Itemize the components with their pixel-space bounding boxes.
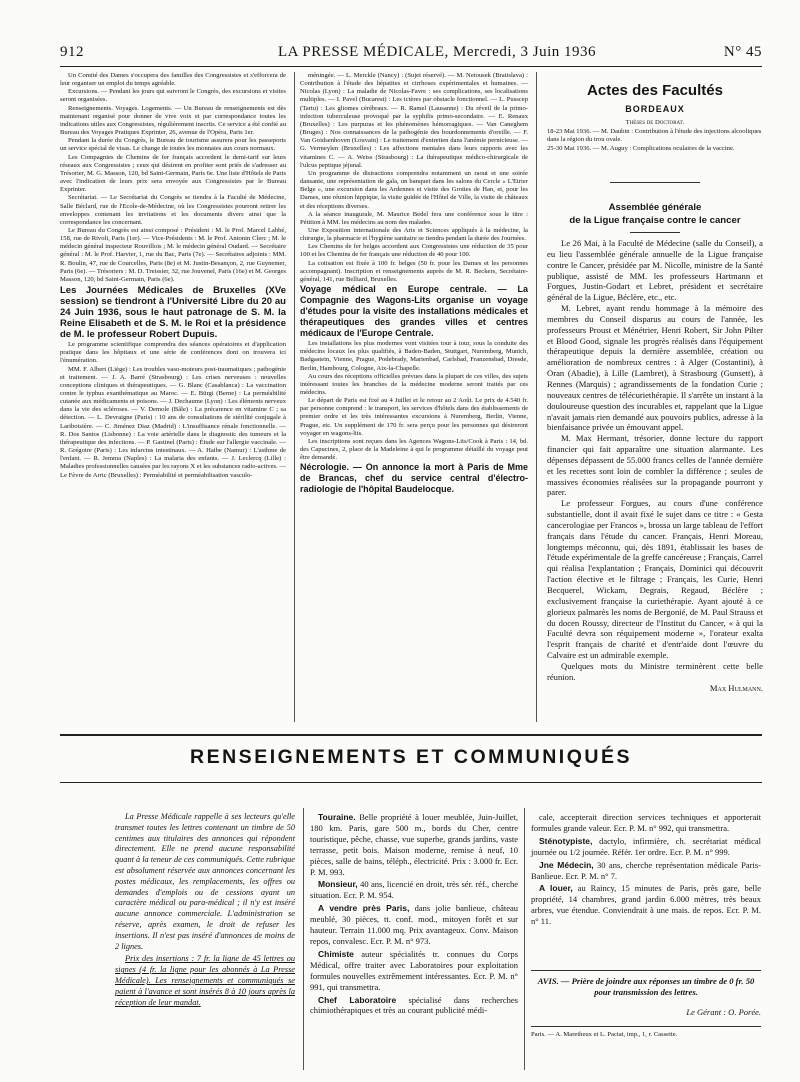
signature: Max Hulmann. [709,682,763,693]
paragraph: Les inscriptions sont reçues dans les Agences Wagons-Lits/Cook à Paris : 14, bd. des Capucines, 2, place de la Madeleine à qui le programme détaillé du voyage peut être demandé. [300,437,528,462]
facultes-title: Actes des Facultés [587,82,723,99]
paragraph: Le Bureau du Congrès est ainsi composé : Président : M. le Prof. Marcel Labbé, 158, rue de Rivoli, Paris (1er). — Vice-Présidents : M. le Prof. Antonin Clerc ; M. le médecin général inspecteur Rouvillois ; M. le médecin général Oudard. — Secrétaire général : M. le Prof. Harvier, 1, rue du Bac, Paris (7e). — Secrétaires adjoints : MM. R. Boulin, 47, rue de Courcelles, Paris (8e) et M. Justin-Besançon, 2, rue Guynemer, Paris (6e). — Trésoriers : M. D. Treissier, 32, rue Jouvenel, Paris (16e) et M. Georges Masson, 120, bd Saint-Germain, Paris (6e). [60,226,286,283]
ad-text: 30 ans, cherche représentation médicale Paris-Banlieue. Ecr. P. M. n° 7. [531,859,761,881]
paragraph: A la séance inaugurale, M. Maurice Bedel fera une conférence sous le titre : Pétition à MM. les médecins au nom des malades. [300,210,528,226]
notice-intro [115,812,295,1010]
avis-rule [531,970,761,971]
avis-notice: AVIS. — Prière de joindre aux réponses un timbre de 0 fr. 50 pour transmission des lettres. [537,976,755,997]
section-separator [630,232,680,233]
ads-column-2 [531,812,761,929]
brussels-heading: Les Journées Médicales de Bruxelles (XVe session) se tiendront à l'Université Libre du 20 au 24 Juin 1936, sous le haut patronage de S. M. la Reine Elisabeth et de S. M. le Roi et la présidence de M. le professeur Robert Dupuis. [60,285,286,341]
issue-number: N° 45 [723,44,762,60]
ad-item [310,949,518,993]
paragraph: Excursions. — Pendant les jours qui suivront le Congrès, des excursions et visites seront organisées. [60,88,286,104]
voyage-heading: Voyage médical en Europe centrale. — La Compagnie des Wagons-Lits organise un voyage d'études pour la visite des installations médicales et thérapeutiques des grandes villes et centres médicaux de l'Europe Centrale. [300,284,528,339]
ad-lead: Sténotypiste, [539,835,593,846]
column-divider [294,72,295,722]
ad-item [310,903,518,947]
paragraph: M. Max Hermant, trésorier, donne lecture du rapport financier qui fait apparaître une situation alarmante. Les dépenses dépassent de 55.000 francs celles de l'année dernière et les recettes sont loin de combler la différence ; seules de massives économies réalisées sur la propagande pourront y parer. [547,433,763,498]
ad-item [531,860,761,882]
ad-text: dans jolie banlieue, château meublé, 30 pièces, tt. conf. mod., mitoyen forêt et sur hauteur. Terrain 11.000 mq. Prix avantageux. Conv. Maison repos, convalesc. Ecr. P. M. n° 973. [310,903,518,946]
section-title: RENSEIGNEMENTS ET COMMUNIQUÉS [190,746,632,768]
footer-rule [531,1026,761,1027]
paragraph: Le départ de Paris est fixé au 4 Juillet et le retour au 2 Août. Le prix de 4.540 fr. par personne comprend : le transport, les services d'hôtels dans des établissements de premier ordre et les très intéressantes excursions à Nuremberg, Berlin, Vienne, Prague, etc. Un supplément de 170 fr. sera perçu pour les personnes qui désireront voyager en wagons-lits. [300,397,528,437]
ad-text: spécialisé dans recherches chimiothérapiques et très au courant publicité médi- [310,994,518,1016]
paragraph: Renseignements. Voyages. Logements. — Un Bureau de renseignements est dès maintenant organisé pour donner de vive voix et par correspondance toutes les indications utiles aux Congressistes, régulièrement inscrits. Ce service a été confié au Bureau des Voyages Pratiques Exprinter, 26, avenue de l'Opéra, Paris 1er. [60,104,286,137]
printer-line: Paris. — A. Maretheux et L. Pactat, imp., 1, r. Cassette. [531,1031,678,1038]
ad-lead: A louer, [539,883,573,894]
ad-lead: Chimiste [318,948,354,959]
paragraph: Le professeur Forgues, au cours d'une conférence substantielle, dont il avait fixé le sujet dans ce titre : « Gesta cancerologiae per Francos », brossa un large tableau de l'effort français dans l'étude du cancer. Français, Henri Moreau, longtemps méconnu, qui, dès 1891, établissait les bases de l'étude expérimentale de la greffe cancéreuse ; Français, Carrel qui réalisa l'explantation ; Français, Dominici qui découvrit l'action élective et le filtrage ; Français, les Curie, Henri Becquerel, Wickam, Degrais, Regaud, Béclère ; exclusivement française la curiethérapie. Ayant ajouté à ce glorieux palmarès les noms de Bergonié, de M. Paul Strauss et du docen Roussy, directeur de l'Institut du Cancer, « à qui la Faculté devra son réquipement moderne », l'orateur exalta l'esprit français de charité et d'entr'aide dont l'œuvre du Calvaire est un admirable exemple. [547,498,763,661]
ad-lead: A vendre près Paris, [318,903,410,914]
paragraph: Le programme scientifique comprendra des séances opératoires et d'application pratique dans les hôpitaux et une série de conférences dont on trouvera ici l'énumération. [60,341,286,365]
section-rule [60,782,762,783]
necrologie-heading: Nécrologie. — On annonce la mort à Paris de Mme de Brancas, chef du service central d'électro-radiologie de l'hôpital Baudelocque. [300,462,528,495]
header-rule [60,66,762,67]
ad-item [531,836,761,858]
these-entry: 25-30 Mai 1936. — M. Auguy : Complications oculaires de la vaccine. [547,145,735,152]
ad-lead: Monsieur, [318,879,358,890]
paragraph: Quelques mots du Ministre terminèrent cette belle réunion. [547,660,763,682]
assembly-body [547,238,763,718]
paragraph: Un programme de distractions comprendra notamment un raout et une soirée dansante, une représentation de gala, un banquet dans les salons du Cercle « L'Etrier Belge », une excursion dans les Ardennes et visite des Grottes de Han, et, pour les Dames, une réunion hippique, la visite guidée de l'Hôtel de Ville, la visite de châteaux et des réceptions diverses. [300,169,528,210]
ad-lead: Chef Laboratoire [318,994,397,1005]
paragraph: Les Chemins de fer belges accordent aux Congressistes une réduction de 35 pour 100 et les Chemins de fer français une réduction de 40 pour 100. [300,243,528,259]
assembly-title-line: Assemblée générale [608,202,702,213]
ad-text: au Raincy, 15 minutes de Paris, près gare, belle propriété, 14 chambres, grand jardin 6.000 mètres, très beaux arbres, vue étendue. Conviendrait à une mais. de repos. Ecr. P. M. n° 11. [531,883,762,927]
paragraph: Une Exposition internationale des Arts et Sciences appliqués à la médecine, la chirurgie, la pharmacie et l'hygiène sanitaire se tiendra pendant la durée des Journées. [300,226,528,243]
column-1 [60,72,286,728]
these-entry: 18-23 Mai 1936. — M. Daubin : Contribution à l'étude des injections alcooliques dans la région du trou ovale. [547,128,762,143]
ad-item [310,995,518,1017]
ad-text: cale, accepterait direction services techniques et apporterait formules grande valeur. Ecr. P. M. n° 992, qui transmettra. [531,812,761,833]
ad-item [531,883,761,927]
notice-paragraph: La Presse Médicale rappelle à ses lecteurs qu'elle transmet toutes les lettres contenant un timbre de 50 centimes aux titulaires des annonces qui répondent directement. Elle ne prend aucune responsabilité quant à la teneur de ces communiqués. Cette rubrique est absolument réservée aux annonces concernant les postes médicaux, les remplacements, les offres ou demandes d'emplois ou de cessions ayant un caractère médical ou para-médical ; il n'y est inséré aucune annonce commerciale. L'administration se réserve, après examen, le droit de refuser les insertions. Il n'est pas inséré d'annonces de moins de 2 lignes. [115,812,295,951]
paragraph: Secrétariat. — Le Secrétariat du Congrès se tiendra à la Faculté de Médecine, Salle Béclard, rue de l'Ecole-de-Médecine, où les Congressistes pourront retirer les enveloppes contenant les invitations et les documents divers ainsi que la correspondance les concernant. [60,194,286,226]
paragraph: Les installations les plus modernes vont visitées tour à tour, sous la conduite des médecins locaux les plus qualifiés, à Baden-Baden, Stuttgart, Nuremberg, Munich, Badgastein, Vienne, Prague, Podebrady, Marienbad, Carlsbad, Franzensbad, Dresde, Berlin, Hambourg, Cologne, Aix-la-Chapelle. [300,340,528,372]
paragraph: M. Lebret, ayant rendu hommage à la mémoire des membres du Conseil disparus au cours de l'année, les professeurs Proust et Ménétrier, Henri Robert, Sir John Pilter et Blood Good, signale les progrès réalisés dans l'équipement thérapeutique depuis la dernière assemblée, création ou amélioration de nombreux centres : à Alger (Costantini), à Oran (Abadie), à Lille (Lambret), à Strasbourg (Gunsett), à Rennes (Marquis) ; agrandissements de la fondation Curie ; nouveaux centres de télécuriethérapie. Il s'arrête un instant à la douloureuse question des incurables et, rappelant que la Ligue n'avait jamais rien demandé aux pouvoirs publics, adresse à la bienfaisance privée un émouvant appel. [547,303,763,433]
paragraph: MM. F. Albert (Liège) : Les troubles vaso-moteurs post-traumatiques ; pathogénie et traitement. — J. A. Barré (Strasbourg) : Les crises nerveuses : nouvelles conceptions cliniques et thérapeutiques. — G. Blanc (Casablanca) : La vaccination contre le typhus exanthématique au Maroc. — E. Bürgi (Berne) : La perméabilité cutanée aux médicaments et poisons. — J. Dechaume (Lyon) : Les éléments nerveux dans la vie des scléroses. — V. Demole (Bâle) : La précarence en vitamine C ; sa détection. — L. Devraigne (Paris) : 10 ans de consultations de stérilité conjugale à Lariboisière. — C. Jiménez Diaz (Madrid) : L'insuffisance rénale fonctionnelle. — R. Dos Santos (Lisbonne) : La voie artérielle dans le diagnostic des tumeurs et la thérapeutique des infections. — P. Gastinel (Paris) : Étude sur l'allergie vaccinale. — R. Grégoire (Paris) : Les infarctus intestinaux. — A. Haibe (Namur) : L'asthme de l'enfant. — R. Jemma (Naples) : La malaria des enfants. — J. Leclercq (Lille) : Maladies professionnelles causées par les rayons X et les substances radio-actives. — Le Fèvre de Arric (Bruxelles) : Perméabilité et perméabilisation vasculo- [60,365,286,479]
ad-text: 40 ans, licencié en droit, très sér. réf., cherche situation. Ecr. P. M. 954. [310,879,518,901]
prices-paragraph: Prix des insertions : 7 fr. la ligne de 45 lettres ou signes (4 fr. la ligne pour les abonnés à La Presse Médicale). Les renseignements et communiqués se paient à l'avance et sont insérés 8 à 10 jours après la réception de leur mandat. [115,954,295,1007]
ads-column-1 [310,812,518,1018]
ad-text: auteur spécialités tr. connues du Corps Médical, offre traiter avec Laboratoires pour exploitation formules nouvelles extrêmement intéressantes. Ecr. P. M. n° 991, qui transmettra. [310,948,518,992]
page-number: 912 [60,44,84,60]
paragraph: Au cours des réceptions officielles prévues dans la plupart de ces villes, des sujets intéressant toutes les branches de la médecine moderne seront traités par ces médecins. [300,372,528,396]
paragraph: Un Comité des Dames s'occupera des familles des Congressistes et s'efforcera de leur organiser un emploi du temps agréable. [60,72,286,88]
section-rule [60,734,762,736]
paragraph: La cotisation est fixée à 100 fr. belges (50 fr. pour les Dames et les personnes accompagnant). Inscription et renseignements auprès de M. R. Beckers, Secrétaire-général, 141, rue Belliard, Bruxelles. [300,259,528,283]
ad-item [531,812,761,834]
ad-item [310,812,518,877]
gerant: Le Gérant : O. Porée. [686,1007,761,1017]
column-2 [300,72,528,728]
facultes-subtitle: Thèses de Doctorat. [625,119,685,126]
paragraph: Les Compagnies de Chemins de fer français accordent le demi-tarif sur leurs réseaux aux Congressistes ; ceux qui désirent en profiter sont priés de s'adresser au Trésorier, M. G. Masson, 120, bd Saint-Germain, Paris 6e. Une liste d'Hôtels de Paris avec l'indication de leurs prix sera envoyée aux Congressistes par le Bureau Exprinter. [60,153,286,194]
ad-item [310,879,518,901]
facultes-entries [547,128,763,154]
column-divider [524,808,525,1070]
paragraph: Le 26 Mai, à la Faculté de Médecine (salle du Conseil), a eu lieu l'assemblée générale annuelle de la Ligue française contre le Cancer, présidée par M. Nicolle, ministre de la Santé publique, assisté de MM. les professeurs Hartmann et Forgues, Justin-Godart et Lebret, président et secrétaire général de la Ligue, Béclère, etc., etc. [547,238,763,303]
ad-lead: Jne Médecin, [539,859,594,870]
column-divider [303,808,304,1070]
assembly-title-line: de la Ligue française contre le cancer [569,214,741,226]
section-separator [610,182,700,183]
ad-text: dactylo, infirmière, ch. secrétariat médical journée ou 1/2 journée. Référ. 1er ordre. Ecr. P. M. n° 999. [531,835,761,857]
facultes-city: BORDEAUX [625,104,685,114]
ad-text: Belle propriété à louer meublée, Juin-Juillet, 180 km. Paris, gare 500 m., bords du Cher, centre touristique, pêche, chasse, vue superbe, grands jardins, vaste terrasse, petit bois. Maison moderne, remise à neuf, 10 pièces, salle de bains, téléph., électricité. Prix : 3.000 fr. Ecr. P. M. 993. [310,812,518,877]
page-header [60,44,762,68]
paragraph: Pendant la durée du Congrès, le Bureau de tourisme assurera pour les passeports un service spécial de visas. Le change de toutes les monnaies aux cours normaux. [60,137,286,153]
column-divider [536,72,537,722]
assembly-title [545,202,765,227]
ad-lead: Touraine. [318,812,356,822]
paragraph: méningée. — L. Merckle (Nancy) : (Sujet réservé). — M. Netousek (Bratislava) : Contribution à l'étude des hépatites et cirrhoses expérimentales et humaines. — Nicolas (Lyon) : La maladie de Nicolas-Favre : ses complications, ses localisations multiples. — I. Pavel (Bucarest) : Les ictères par obstacle fonctionnel. — L. Pusscep (Tartu) : Les gliomes cérébraux. — R. Ramel (Lausanne) : Du réveil de la primo-infection tuberculeuse provoqué par la syphilis primo-secondaire. — E. Renaux (Bruxelles) : Les purpuras et les phénomènes hémorragiques. — Van Caneghem (Bruges) : Nos connaissances de la pathogénie des bourdonnements d'oreille. — F. Van Goidsenhoven (Louvain) : Le traitement d'entretien dans l'anémie pernicieuse. — G. Vermeylen (Bruxelles) : Les affections mentales dans leurs rapports avec les vitamines C. — A. Weiss (Strasbourg) : La thérapeutique médico-chirurgicale de l'ulcus peptique jéjunal. [300,72,528,169]
journal-title: LA PRESSE MÉDICALE, Mercredi, 3 Juin 1936 [278,44,596,60]
